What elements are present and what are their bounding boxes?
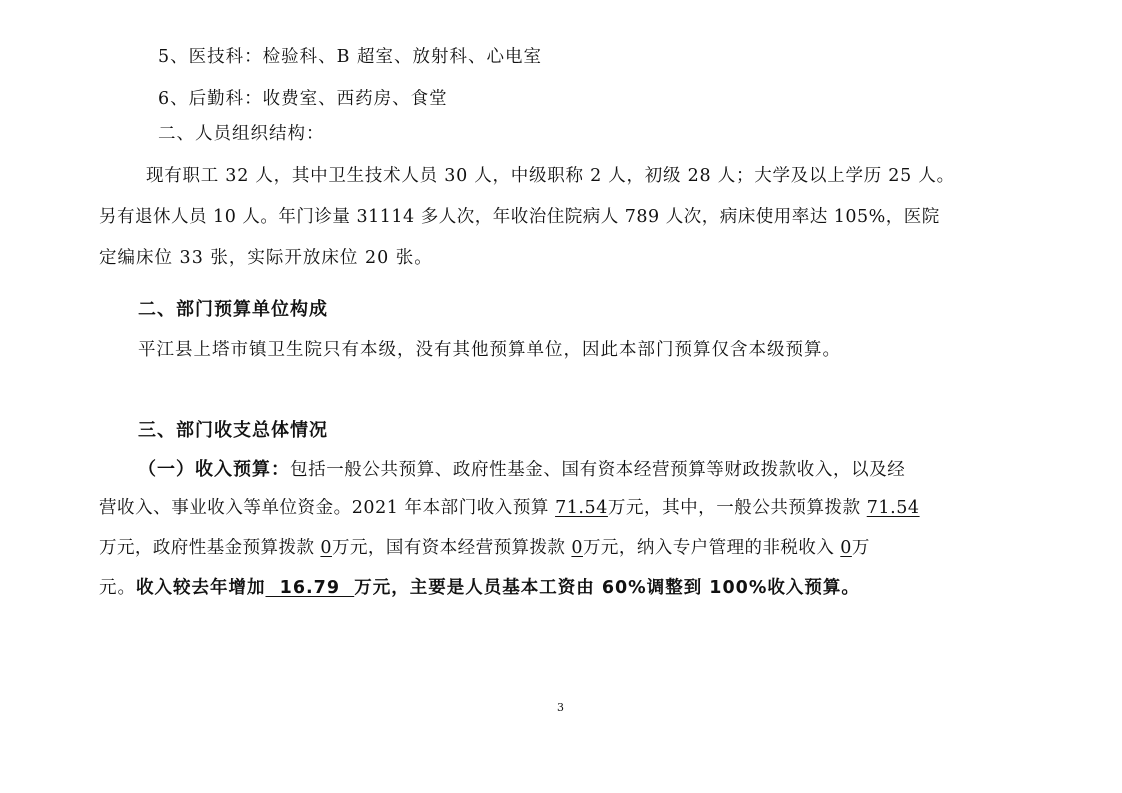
income-budget-text-6: 万元，纳入专户管理的非税收入 [582, 538, 841, 558]
text-line-medical-tech: 5、医技科：检验科、B 超室、放射科、心电室 [158, 47, 543, 67]
section-heading-income-expense: 三、部门收支总体情况 [138, 420, 328, 441]
income-budget-amount: 71.54 [555, 498, 608, 518]
income-increase-text-2: 万元，主要是人员基本工资由 60%调整到 100%收入预算。 [354, 578, 860, 598]
general-budget-amount: 71.54 [866, 498, 920, 518]
income-increase-text-1: 收入较去年增加 [136, 578, 266, 598]
paragraph-income-line-3 [99, 540, 870, 558]
text-line-logistics: 6、后勤科：收费室、西药房、食堂 [158, 89, 448, 109]
text-line-staff-1: 现有职工 32 人，其中卫生技术人员 30 人，中级职称 2 人，初级 28 人；大学及以上学历 25 人。 [146, 166, 955, 186]
income-budget-text-7: 万 [851, 538, 870, 558]
income-budget-text-8: 元。 [99, 578, 136, 598]
income-budget-text-4: 万元，政府性基金预算拨款 [99, 538, 321, 558]
text-line-budget-units: 平江县上塔市镇卫生院只有本级，没有其他预算单位，因此本部门预算仅含本级预算。 [138, 340, 841, 360]
text-line-staff-2: 另有退休人员 10 人。年门诊量 31114 多人次，年收治住院病人 789 人次，病床使用率达 105%，医院 [99, 207, 940, 227]
page-number: 3 [557, 701, 564, 714]
paragraph-income-line-2 [99, 500, 920, 518]
paragraph-income-line-4 [99, 580, 860, 598]
non-tax-income-amount: 0 [840, 538, 852, 558]
income-budget-label: （一）收入预算： [138, 459, 290, 480]
text-line-staff-3: 定编床位 33 张，实际开放床位 20 张。 [99, 248, 433, 268]
income-budget-text-2: 营收入、事业收入等单位资金。2021 年本部门收入预算 [99, 498, 556, 518]
paragraph-income-line-1 [138, 461, 905, 480]
gov-fund-amount: 0 [320, 538, 333, 558]
income-budget-text-3: 万元，其中，一般公共预算拨款 [607, 498, 867, 518]
section-heading-budget-units: 二、部门预算单位构成 [138, 299, 328, 320]
state-capital-amount: 0 [571, 538, 583, 558]
income-budget-text-5: 万元，国有资本经营预算拨款 [332, 538, 572, 558]
income-increase-amount: 16.79 [265, 578, 355, 598]
income-budget-text-1: 包括一般公共预算、政府性基金、国有资本经营预算等财政拨款收入，以及经 [290, 460, 906, 480]
subheading-staff-structure: 二、人员组织结构： [158, 124, 325, 144]
